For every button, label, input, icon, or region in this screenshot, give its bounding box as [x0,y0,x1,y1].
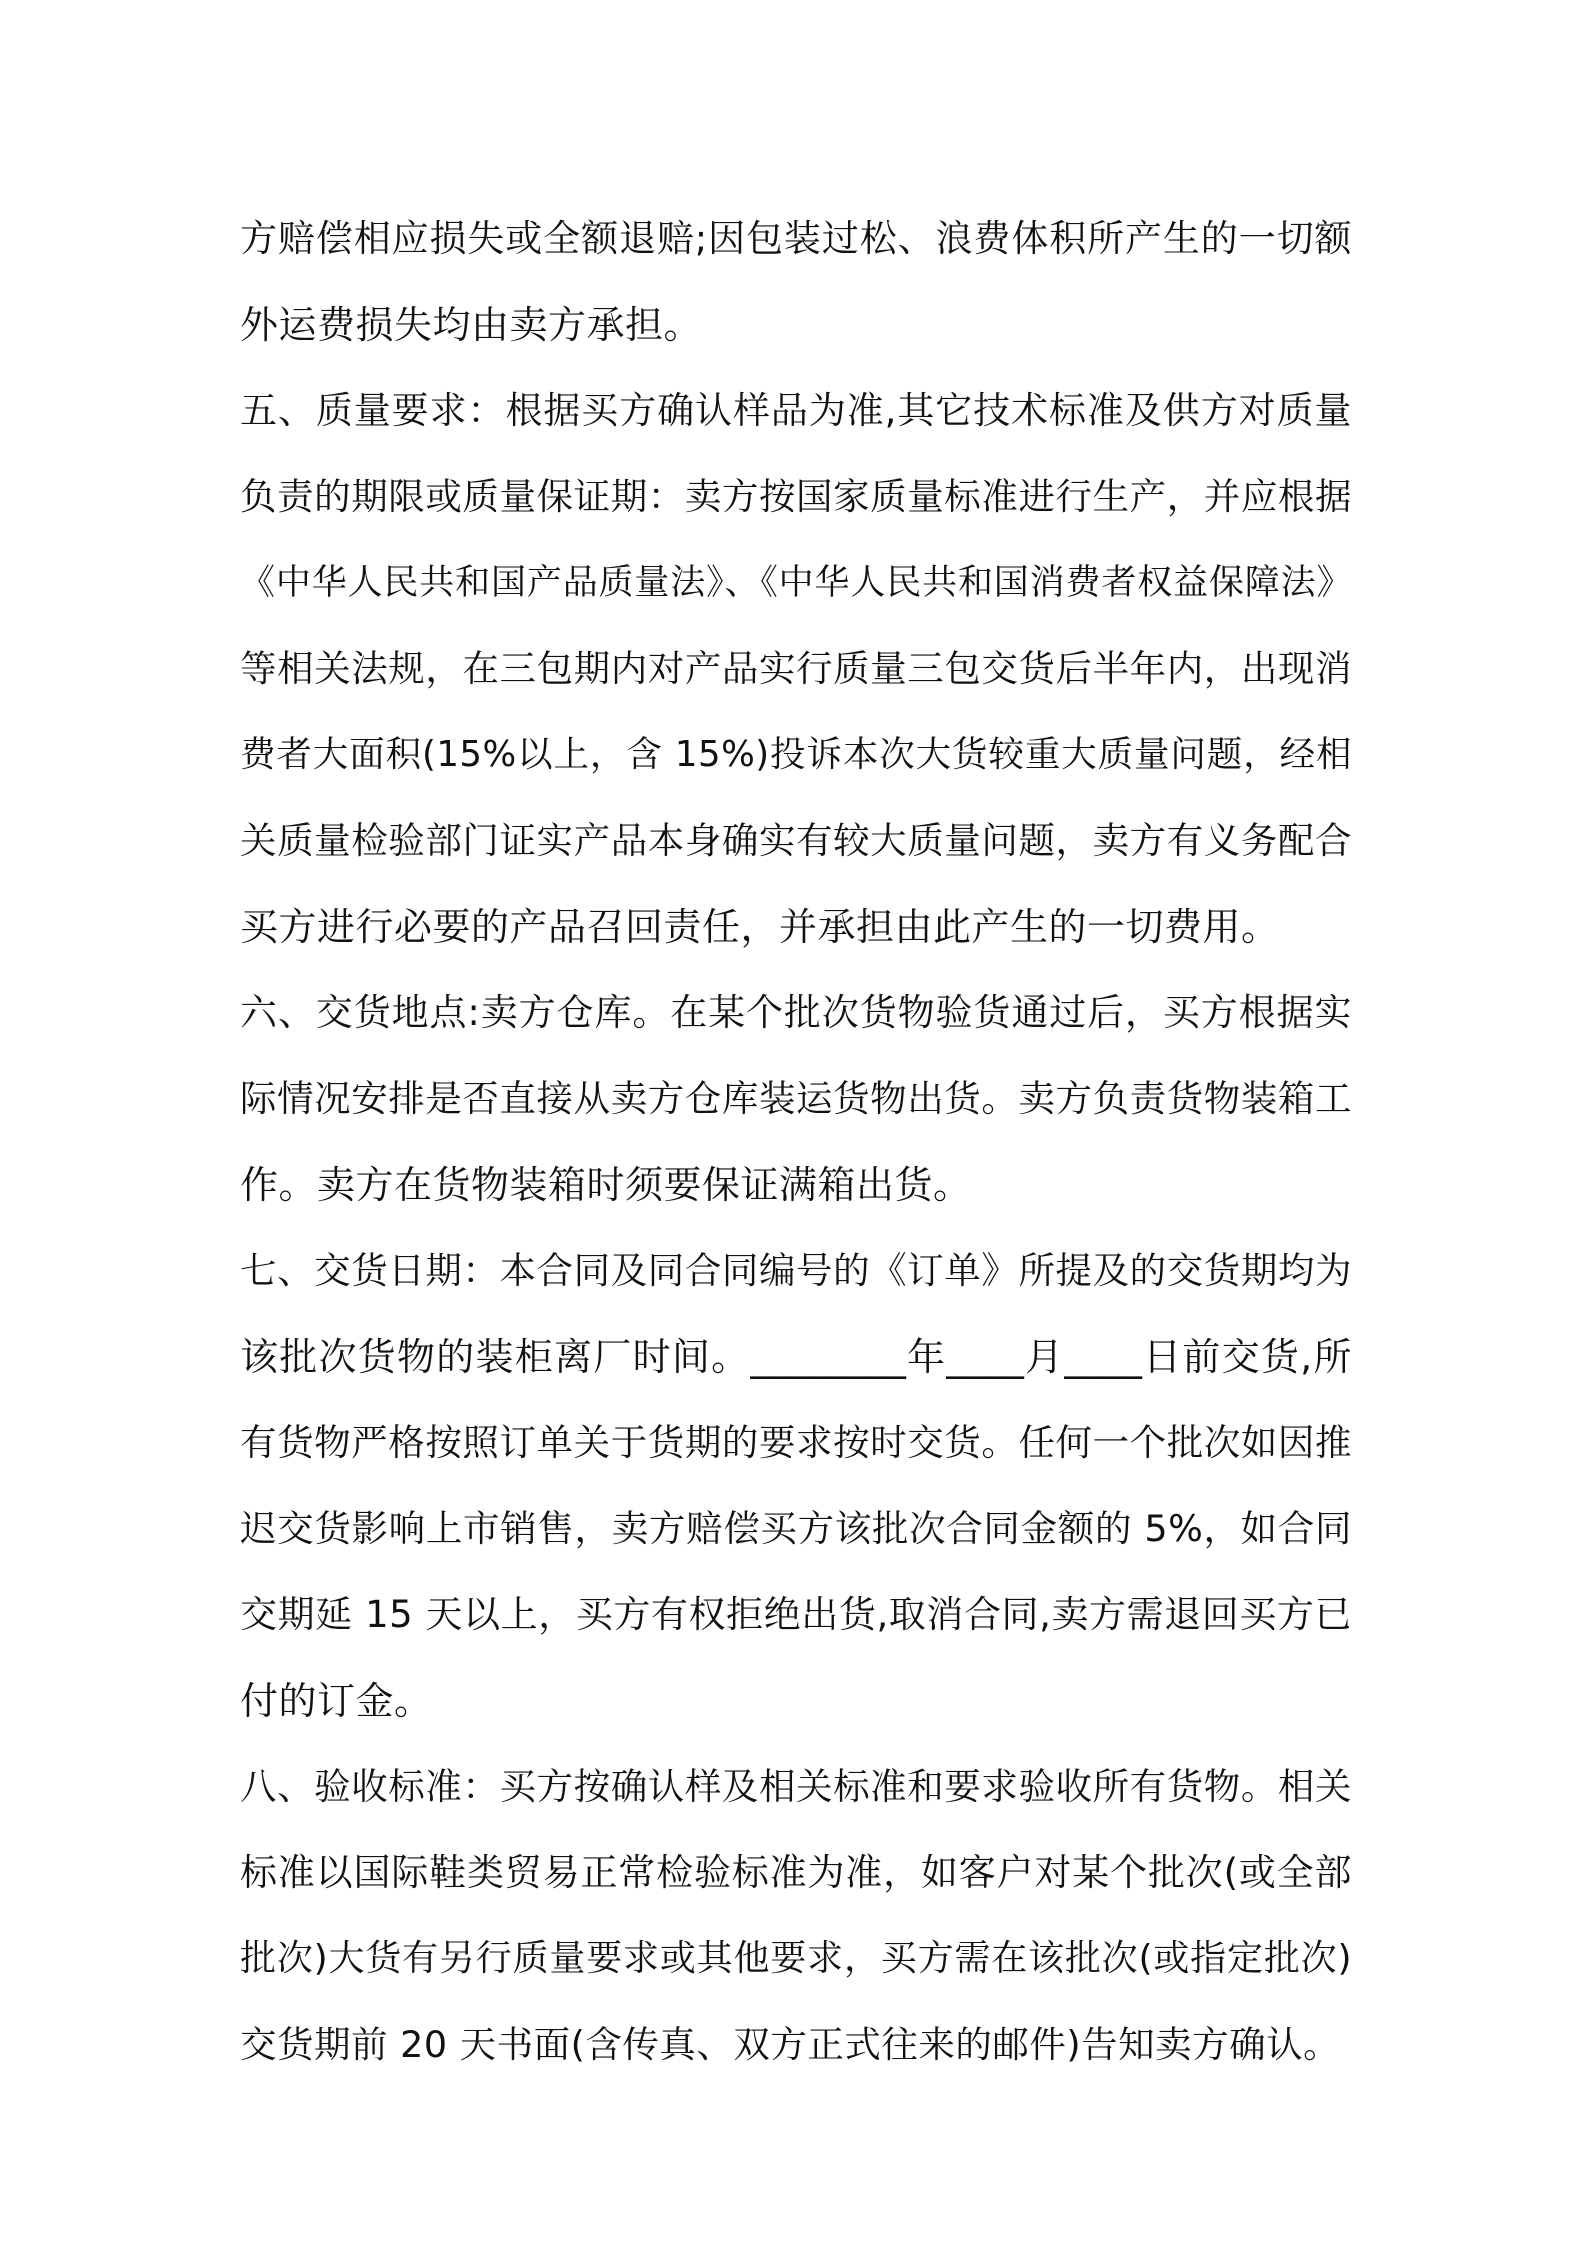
text-line: 有货物严格按照订单关于货期的要求按时交货。任何一个批次如因推 [240,1421,1352,1464]
text-line: 批次)大货有另行质量要求或其他要求，买方需在该批次(或指定批次) [240,1938,1352,1979]
text-line: 外运费损失均由卖方承担。 [240,303,703,347]
text-line: 买方进行必要的产品召回责任，并承担由此产生的一切费用。 [240,905,1280,949]
text-line: 《中华人民共和国产品质量法》、《中华人民共和国消费者权益保障法》 [240,563,1352,603]
contract-body-text [240,196,1352,2088]
text-line: 方赔偿相应损失或全额退赔;因包装过松、浪费体积所产生的一切额 [240,217,1352,260]
text-line: 付的订金。 [240,1679,433,1723]
text-line: 费者大面积(15%以上，含 15%)投诉本次大货较重大质量问题，经相 [240,734,1352,775]
text-line: 作。卖方在货物装箱时须要保证满箱出货。 [240,1163,972,1207]
text-line: 交期延 15 天以上，买方有权拒绝出货,取消合同,卖方需退回买方已 [240,1593,1352,1636]
text-line: 交货期前 20 天书面(含传真、双方正式往来的邮件)告知卖方确认。 [240,2023,1341,2066]
text-line: 该批次货物的装柜离厂时间。________年____月____日前交货,所 [240,1335,1352,1379]
text-line: 负责的期限或质量保证期：卖方按国家质量标准进行生产，并应根据 [240,475,1352,518]
text-line: 五、质量要求：根据买方确认样品为准,其它技术标准及供方对质量 [240,389,1352,432]
text-line: 等相关法规，在三包期内对产品实行质量三包交货后半年内，出现消 [240,647,1352,690]
text-line: 迟交货影响上市销售，卖方赔偿买方该批次合同金额的 5%，如合同 [240,1507,1352,1550]
text-line: 标准以国际鞋类贸易正常检验标准为准，如客户对某个批次(或全部 [240,1851,1352,1894]
text-line: 际情况安排是否直接从卖方仓库装运货物出货。卖方负责货物装箱工 [240,1077,1352,1120]
text-line: 关质量检验部门证实产品本身确实有较大质量问题，卖方有义务配合 [240,819,1352,862]
text-line: 六、交货地点:卖方仓库。在某个批次货物验货通过后，买方根据实 [240,991,1352,1034]
text-line: 七、交货日期：本合同及同合同编号的《订单》所提及的交货期均为 [240,1249,1352,1292]
text-line: 八、验收标准：买方按确认样及相关标准和要求验收所有货物。相关 [240,1765,1352,1808]
